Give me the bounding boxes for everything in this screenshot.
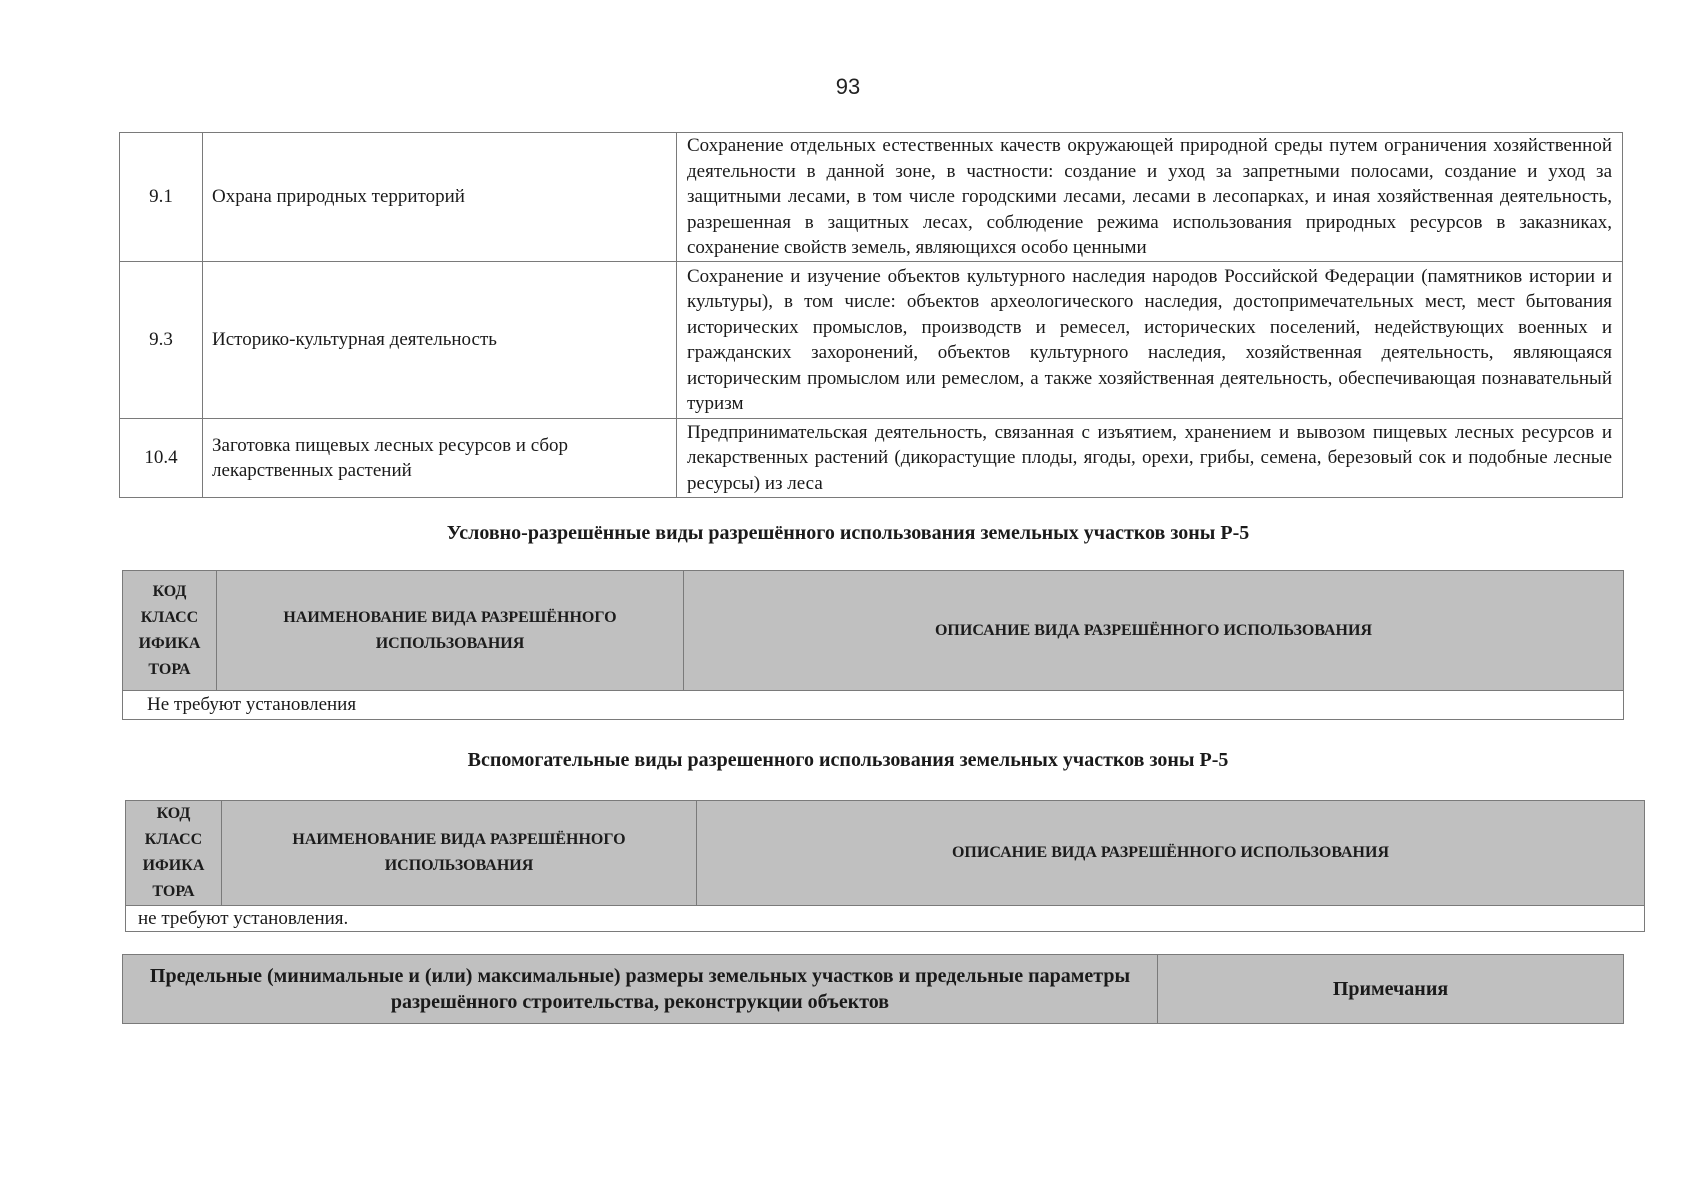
table-header-row: [126, 801, 1645, 906]
classifier-code: 9.1: [120, 133, 203, 262]
column-header-parameters: Предельные (минимальные и (или) максимальные) размеры земельных участков и предельные параметры разрешённого строительства, реконструкции объектов: [123, 955, 1158, 1024]
empty-row-text: не требуют установления.: [126, 906, 1645, 932]
table-row: [120, 419, 1623, 498]
limit-parameters-table: [122, 954, 1624, 1024]
conditional-uses-heading: Условно-разрешённые виды разрешённого использования земельных участков зоны Р-5: [446, 522, 1250, 544]
conditional-uses-table: [122, 570, 1624, 720]
table-row: [126, 906, 1645, 932]
column-header-description: ОПИСАНИЕ ВИДА РАЗРЕШЁННОГО ИСПОЛЬЗОВАНИЯ: [697, 801, 1645, 906]
table-row: [123, 691, 1624, 720]
empty-row-text: Не требуют установления: [123, 691, 1624, 720]
table-row: [120, 262, 1623, 419]
column-header-name: НАИМЕНОВАНИЕ ВИДА РАЗРЕШЁННОГО ИСПОЛЬЗОВАНИЯ: [222, 801, 697, 906]
table-row: [120, 133, 1623, 262]
use-type-description: Сохранение и изучение объектов культурного наследия народов Российской Федерации (памятников истории и культуры), в том числе: объектов археологического наследия, достопримечательных мест, мест бытования исторических промыслов, производств и ремесел, исторических поселений, недействующих военных и гражданских захоронений, объектов культурного наследия, хозяйственная деятельность, являющаяся историческим промыслом или ремеслом, а также хозяйственная деятельность, обеспечивающая познавательный туризм: [677, 262, 1623, 419]
classifier-code: 9.3: [120, 262, 203, 419]
use-type-name: Историко-культурная деятельность: [203, 262, 677, 419]
table-header-row: [123, 955, 1624, 1024]
use-type-name: Заготовка пищевых лесных ресурсов и сбор лекарственных растений: [203, 419, 677, 498]
use-type-name: Охрана природных территорий: [203, 133, 677, 262]
permitted-use-table: [119, 132, 1623, 498]
column-header-name: НАИМЕНОВАНИЕ ВИДА РАЗРЕШЁННОГО ИСПОЛЬЗОВАНИЯ: [217, 571, 684, 691]
auxiliary-uses-table: [125, 800, 1645, 932]
column-header-code: КОД КЛАСС ИФИКА ТОРА: [126, 801, 222, 906]
table-header-row: [123, 571, 1624, 691]
column-header-description: ОПИСАНИЕ ВИДА РАЗРЕШЁННОГО ИСПОЛЬЗОВАНИЯ: [684, 571, 1624, 691]
auxiliary-uses-heading: Вспомогательные виды разрешенного использования земельных участков зоны Р-5: [467, 749, 1229, 771]
column-header-notes: Примечания: [1158, 955, 1624, 1024]
use-type-description: Предпринимательская деятельность, связанная с изъятием, хранением и вывозом пищевых лесных ресурсов и лекарственных растений (дикорастущие плоды, ягоды, орехи, грибы, семена, березовый сок и подобные лесные ресурсы) из леса: [677, 419, 1623, 498]
use-type-description: Сохранение отдельных естественных качеств окружающей природной среды путем ограничения хозяйственной деятельности в данной зоне, в частности: создание и уход за запретными полосами, создание и уход за защитными лесами, в том числе городскими лесами, лесами в лесопарках, и иная хозяйственная деятельность, разрешенная в защитных лесах, соблюдение режима использования природных ресурсов в заказниках, сохранение свойств земель, являющихся особо ценными: [677, 133, 1623, 262]
classifier-code: 10.4: [120, 419, 203, 498]
column-header-code: КОД КЛАСС ИФИКА ТОРА: [123, 571, 217, 691]
page-number: 93: [835, 74, 861, 99]
